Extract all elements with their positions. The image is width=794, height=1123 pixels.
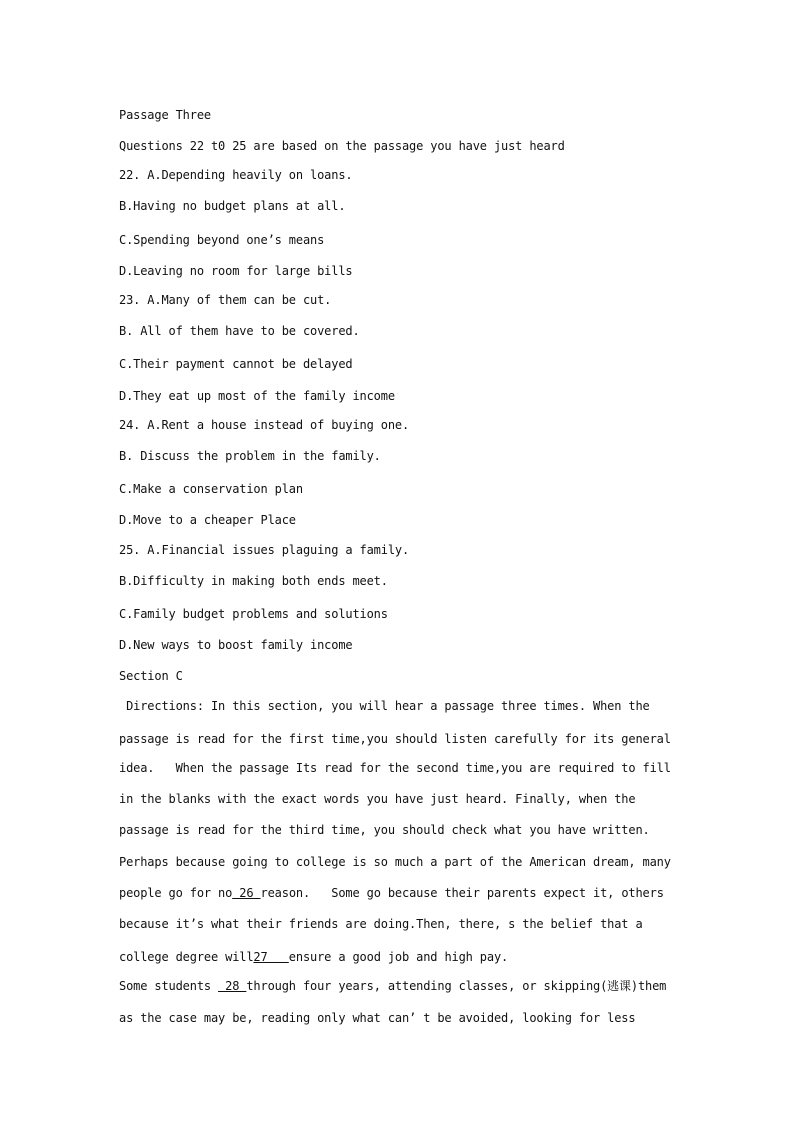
passage-text: ensure a good job and high pay. bbox=[288, 950, 509, 964]
question-25-option-a: 25. A.Financial issues plaguing a family. bbox=[119, 543, 410, 557]
passage-line bbox=[119, 978, 666, 994]
question-22-option-a: 22. A.Depending heavily on loans. bbox=[119, 168, 353, 182]
question-22-option-c: C.Spending beyond one’s means bbox=[119, 233, 325, 247]
blank-28: 28 bbox=[218, 979, 247, 993]
question-22-option-d: D.Leaving no room for large bills bbox=[119, 264, 353, 278]
directions-line: in the blanks with the exact words you have just heard. Finally, when the bbox=[119, 792, 636, 806]
question-23-option-d: D.They eat up most of the family income bbox=[119, 389, 395, 403]
passage-line bbox=[119, 885, 664, 901]
question-22-option-b: B.Having no budget plans at all. bbox=[119, 199, 346, 213]
question-23-option-c: C.Their payment cannot be delayed bbox=[119, 357, 353, 371]
passage-line: because it’s what their friends are doing.Then, there, s the belief that a bbox=[119, 917, 643, 931]
passage-line bbox=[119, 949, 508, 965]
section-heading: Section C bbox=[119, 669, 183, 683]
blank-26: 26 bbox=[232, 886, 261, 900]
directions-line: passage is read for the third time, you should check what you have written. bbox=[119, 823, 650, 837]
passage-line: Perhaps because going to college is so much a part of the American dream, many bbox=[119, 855, 671, 869]
blank-27: 27 bbox=[253, 950, 289, 964]
passage-text: Some students bbox=[119, 979, 219, 993]
question-25-option-d: D.New ways to boost family income bbox=[119, 638, 353, 652]
question-24-option-d: D.Move to a cheaper Place bbox=[119, 513, 296, 527]
question-24-option-b: B. Discuss the problem in the family. bbox=[119, 449, 381, 463]
directions-line: passage is read for the first time,you should listen carefully for its general bbox=[119, 732, 671, 746]
passage-text: through four years, attending classes, or skipping(逃课)them bbox=[246, 979, 667, 993]
question-24-option-a: 24. A.Rent a house instead of buying one. bbox=[119, 418, 410, 432]
directions-line: idea. When the passage Its read for the second time,you are required to fill bbox=[119, 761, 671, 775]
questions-intro: Questions 22 t0 25 are based on the passage you have just heard bbox=[119, 139, 565, 153]
passage-line: as the case may be, reading only what can’ t be avoided, looking for less bbox=[119, 1011, 636, 1025]
passage-text: reason. Some go because their parents expect it, others bbox=[260, 886, 664, 900]
directions-line: Directions: In this section, you will hear a passage three times. When the bbox=[119, 699, 650, 713]
question-25-option-b: B.Difficulty in making both ends meet. bbox=[119, 574, 388, 588]
passage-text: people go for no bbox=[119, 886, 233, 900]
passage-text: college degree will bbox=[119, 950, 254, 964]
question-25-option-c: C.Family budget problems and solutions bbox=[119, 607, 388, 621]
passage-heading: Passage Three bbox=[119, 108, 211, 122]
question-23-option-b: B. All of them have to be covered. bbox=[119, 324, 360, 338]
question-23-option-a: 23. A.Many of them can be cut. bbox=[119, 293, 332, 307]
question-24-option-c: C.Make a conservation plan bbox=[119, 482, 303, 496]
